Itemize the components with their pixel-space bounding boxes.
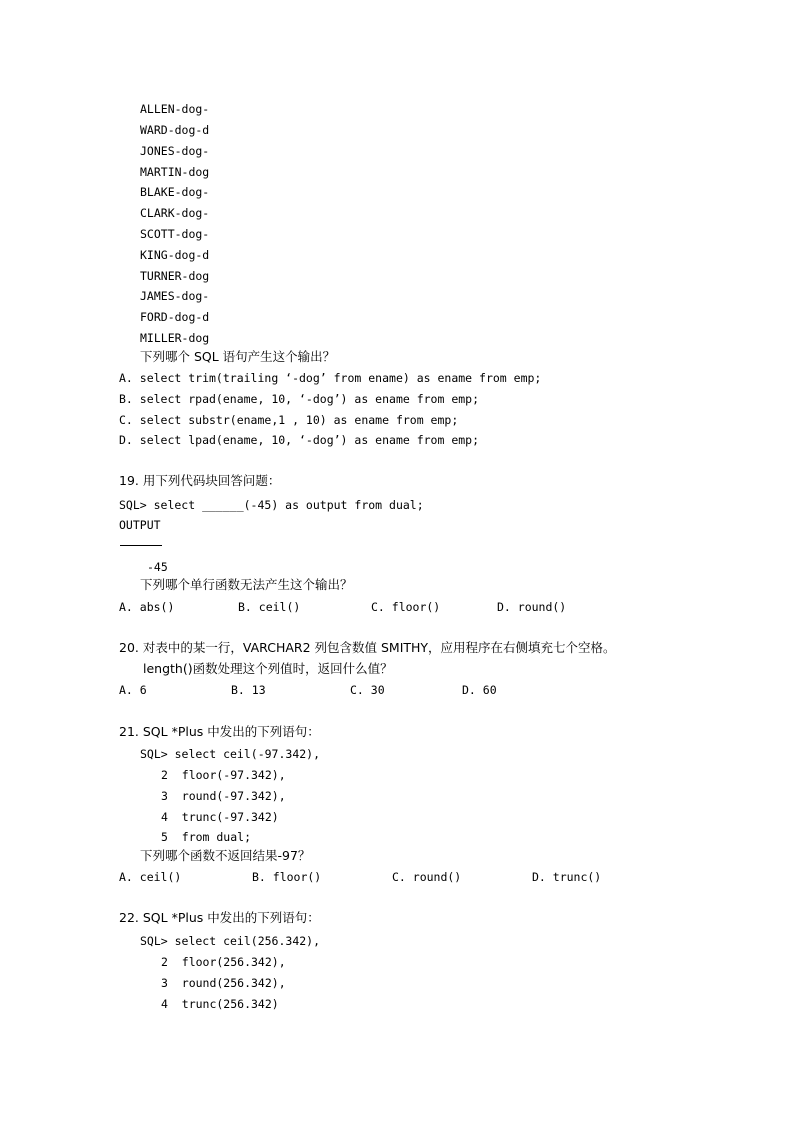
output-value: -45 [147,560,168,574]
answer-option-c: C. floor() [371,600,441,614]
answer-option-b: B. select rpad(ename, 10, ‘-dog’) as ename from emp; [119,392,480,406]
code-line: 4 trunc(256.342) [161,997,279,1011]
answer-option-a: A. ceil() [119,870,182,884]
question-title: 22. SQL *Plus 中发出的下列语句： [119,910,320,925]
output-row: TURNER-dog [140,269,210,283]
code-line: 5 from dual; [161,830,252,844]
output-row: WARD-dog-d [140,123,210,137]
answer-option-b: B. ceil() [238,600,301,614]
question-title: 21. SQL *Plus 中发出的下列语句： [119,724,320,739]
question-prompt: 下列哪个函数不返回结果-97？ [140,848,311,863]
output-row: KING-dog-d [140,248,210,262]
output-row: ALLEN-dog- [140,102,210,116]
answer-option-a: A. abs() [119,600,175,614]
answer-option-a: A. select trim(trailing ‘-dog’ from ename) as ename from emp; [119,371,542,385]
output-row: BLAKE-dog- [140,185,210,199]
answer-option-a: A. 6 [119,683,147,697]
answer-option-d: D. 60 [462,683,497,697]
question-title: 19. 用下列代码块回答问题： [119,473,281,488]
output-column-header: OUTPUT [119,518,161,532]
code-line: 2 floor(256.342), [161,955,286,969]
code-line: 2 floor(-97.342), [161,768,286,782]
output-row: SCOTT-dog- [140,227,210,241]
code-line: 3 round(256.342), [161,976,286,990]
output-row: CLARK-dog- [140,206,210,220]
output-row: MARTIN-dog [140,165,210,179]
question-prompt: 下列哪个 SQL 语句产生这个输出？ [140,349,336,364]
answer-option-c: C. select substr(ename,1 , 10) as ename from emp; [119,413,459,427]
answer-option-b: B. floor() [252,870,322,884]
column-underline [120,545,162,546]
answer-option-d: D. round() [497,600,567,614]
sql-statement: SQL> select ______(-45) as output from dual; [119,498,424,512]
output-row: JAMES-dog- [140,289,210,303]
question-title-line2: length()函数处理这个列值时，返回什么值？ [143,661,393,676]
output-row: MILLER-dog [140,331,210,345]
question-prompt: 下列哪个单行函数无法产生这个输出？ [140,577,353,592]
answer-option-c: C. round() [392,870,462,884]
question-title: 20. 对表中的某一行，VARCHAR2 列包含数值 SMITHY，应用程序在右侧填充七个空格。 [119,640,616,655]
answer-option-d: D. select lpad(ename, 10, ‘-dog’) as ename from emp; [119,433,480,447]
output-row: JONES-dog- [140,144,210,158]
answer-option-b: B. 13 [231,683,266,697]
code-line: SQL> select ceil(256.342), [140,934,321,948]
answer-option-c: C. 30 [350,683,385,697]
code-line: 4 trunc(-97.342) [161,810,279,824]
answer-option-d: D. trunc() [532,870,602,884]
code-line: 3 round(-97.342), [161,789,286,803]
code-line: SQL> select ceil(-97.342), [140,747,321,761]
output-row: FORD-dog-d [140,310,210,324]
